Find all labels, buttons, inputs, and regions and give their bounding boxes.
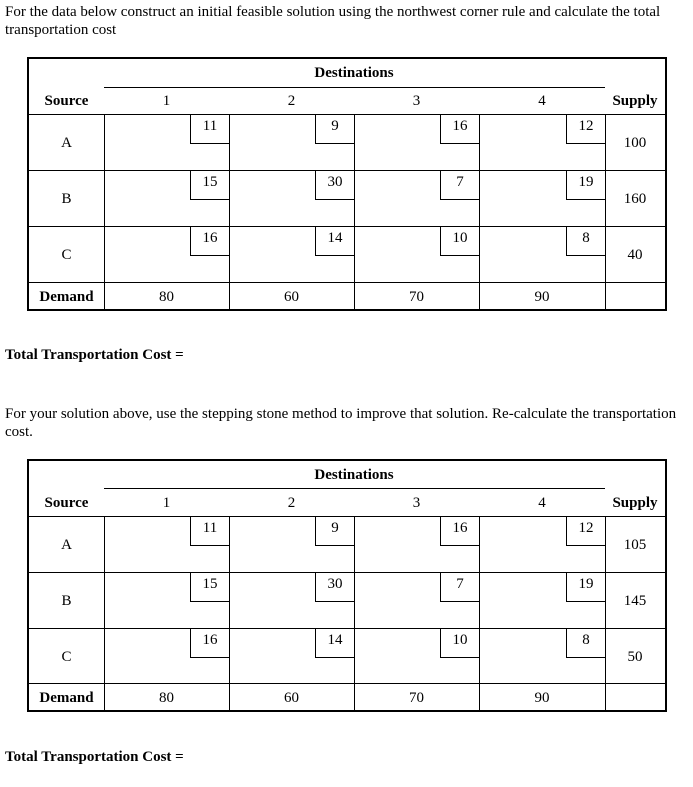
column-header-3: 3 xyxy=(412,495,421,511)
cost-cell-a2: 9 xyxy=(315,115,354,144)
column-header-1: 1 xyxy=(162,93,171,109)
column-header-2: 2 xyxy=(287,93,296,109)
source-header: Source xyxy=(44,93,89,109)
row-label-c: C xyxy=(61,649,72,665)
destinations-header: Destinations xyxy=(314,467,394,483)
column-header-4: 4 xyxy=(538,93,546,109)
cost-cell-c2: 14 xyxy=(315,629,354,658)
total-cost-label-1: Total Transportation Cost = xyxy=(5,347,184,363)
supply-value-a: 100 xyxy=(623,135,647,151)
grid-line xyxy=(104,516,105,710)
demand-value-4: 90 xyxy=(534,690,550,706)
row-label-b: B xyxy=(61,593,72,609)
cost-cell-b1: 15 xyxy=(190,171,229,200)
transportation-table-2 xyxy=(27,459,667,712)
demand-value-3: 70 xyxy=(409,690,424,706)
supply-value-b: 160 xyxy=(623,191,647,207)
demand-value-2: 60 xyxy=(284,690,299,706)
destinations-underline xyxy=(104,488,605,489)
grid-line xyxy=(479,516,480,710)
cost-cell-b1: 15 xyxy=(190,573,229,602)
cost-cell-c1: 16 xyxy=(190,227,229,256)
destinations-underline xyxy=(104,87,605,88)
cost-cell-b2: 30 xyxy=(315,171,354,200)
supply-value-c: 50 xyxy=(627,649,643,665)
grid-line xyxy=(229,114,230,309)
cost-cell-c3: 10 xyxy=(440,227,479,256)
cost-cell-b3: 7 xyxy=(440,573,479,602)
demand-value-1: 80 xyxy=(159,690,174,706)
column-header-4: 4 xyxy=(538,495,546,511)
supply-value-a: 105 xyxy=(623,537,647,553)
cost-cell-a2: 9 xyxy=(315,517,354,546)
demand-value-1: 80 xyxy=(159,289,174,305)
cost-cell-b4: 19 xyxy=(566,171,605,200)
cost-cell-a4: 12 xyxy=(566,115,605,144)
demand-value-2: 60 xyxy=(284,289,299,305)
cost-cell-b4: 19 xyxy=(566,573,605,602)
column-header-1: 1 xyxy=(162,495,171,511)
supply-value-c: 40 xyxy=(627,247,643,263)
cost-cell-c4: 8 xyxy=(566,629,605,658)
grid-line xyxy=(354,114,355,309)
cost-cell-c4: 8 xyxy=(566,227,605,256)
supply-header: Supply xyxy=(612,495,658,511)
total-cost-label-2: Total Transportation Cost = xyxy=(5,749,184,765)
instruction-text-2: For your solution above, use the stepping stone method to improve that solution. Re-calculate the transportation cost. xyxy=(5,406,677,440)
row-label-a: A xyxy=(61,537,72,553)
cost-cell-a4: 12 xyxy=(566,517,605,546)
supply-value-b: 145 xyxy=(623,593,647,609)
demand-value-4: 90 xyxy=(534,289,550,305)
grid-line xyxy=(29,282,665,283)
grid-line xyxy=(354,516,355,710)
cost-cell-c3: 10 xyxy=(440,629,479,658)
grid-line xyxy=(104,114,105,309)
row-label-b: B xyxy=(61,191,72,207)
cost-cell-c2: 14 xyxy=(315,227,354,256)
cost-cell-a3: 16 xyxy=(440,115,479,144)
demand-value-3: 70 xyxy=(409,289,424,305)
grid-line xyxy=(479,114,480,309)
grid-line xyxy=(29,683,665,684)
cost-cell-b2: 30 xyxy=(315,573,354,602)
demand-header: Demand xyxy=(39,289,94,305)
row-label-c: C xyxy=(61,247,72,263)
cost-cell-b3: 7 xyxy=(440,171,479,200)
cost-cell-a1: 11 xyxy=(190,517,229,546)
cost-cell-a1: 11 xyxy=(190,115,229,144)
row-label-a: A xyxy=(61,135,72,151)
cost-cell-a3: 16 xyxy=(440,517,479,546)
destinations-header: Destinations xyxy=(314,65,394,81)
demand-header: Demand xyxy=(39,690,94,706)
transportation-table-1 xyxy=(27,57,667,311)
column-header-2: 2 xyxy=(287,495,296,511)
source-header: Source xyxy=(44,495,89,511)
grid-line xyxy=(229,516,230,710)
cost-cell-c1: 16 xyxy=(190,629,229,658)
column-header-3: 3 xyxy=(412,93,421,109)
instruction-text-1: For the data below construct an initial feasible solution using the northwest corner rule and calculate the total transportation cost xyxy=(5,4,661,38)
supply-header: Supply xyxy=(612,93,658,109)
